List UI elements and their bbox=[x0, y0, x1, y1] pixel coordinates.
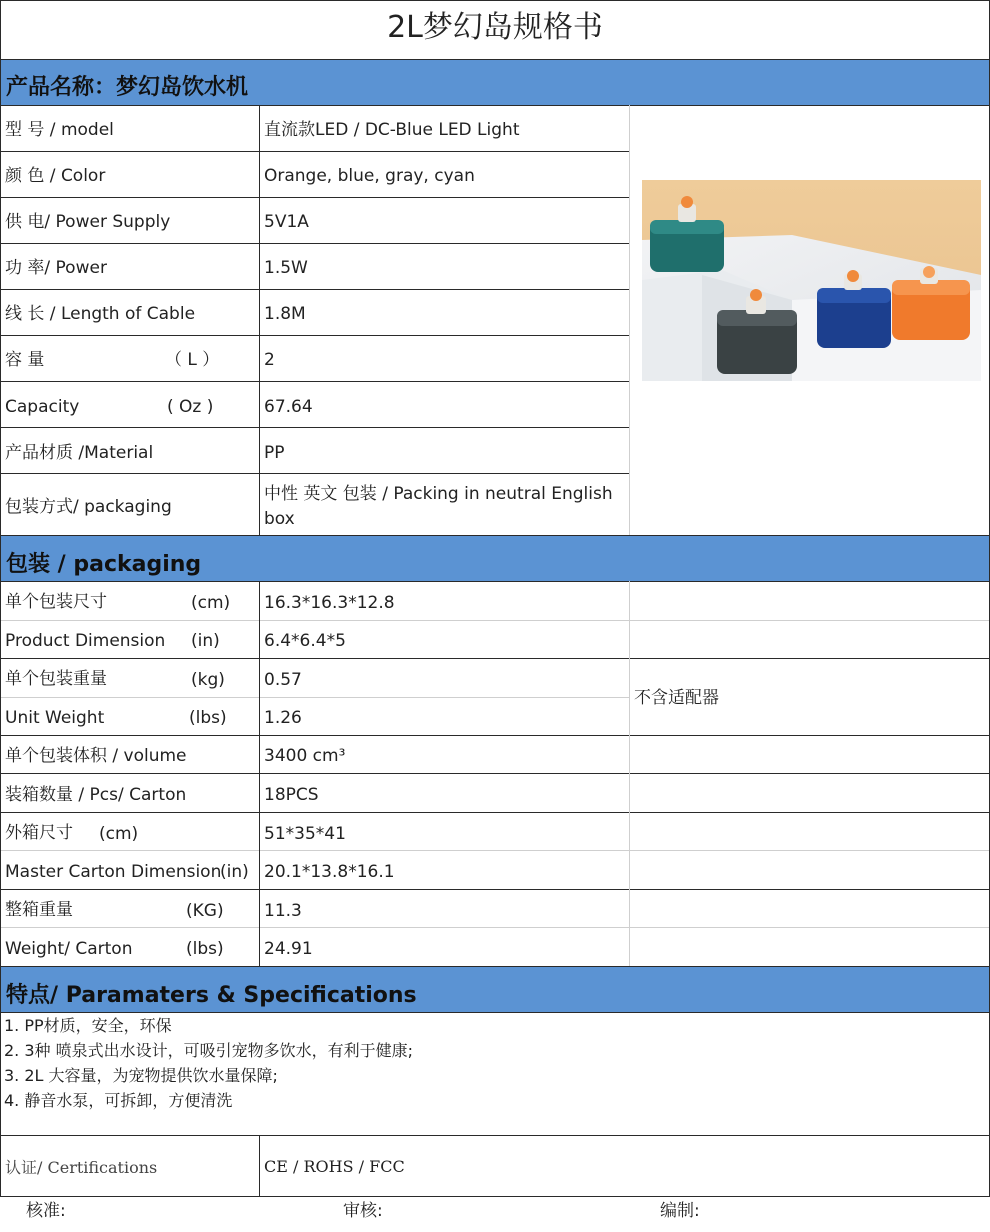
spec-value-packaging-line2: box bbox=[264, 509, 295, 529]
spec-unit-capacity-l: （ L ） bbox=[165, 350, 220, 370]
pack-value-weight-kg: 0.57 bbox=[264, 670, 302, 690]
pack-unit-weight-kg: (kg) bbox=[191, 670, 225, 690]
pack-value-carton-weight-kg: 11.3 bbox=[264, 901, 302, 921]
pack-unit-size-in: (in) bbox=[191, 631, 220, 651]
pack-label-carton-in: Master Carton Dimension bbox=[5, 862, 222, 882]
cert-value: CE / ROHS / FCC bbox=[264, 1157, 405, 1176]
spec-label-model: 型 号 / model bbox=[5, 120, 114, 140]
spec-value-packaging-line1: 中性 英文 包装 / Packing in neutral English bbox=[264, 484, 613, 504]
product-photo bbox=[642, 180, 981, 381]
spec-value-capacity-l: 2 bbox=[264, 350, 275, 370]
pack-value-size-cm: 16.3*16.3*12.8 bbox=[264, 593, 395, 613]
spec-label-power-supply: 供 电/ Power Supply bbox=[5, 212, 171, 232]
features-header-band bbox=[0, 967, 990, 1012]
spec-label-color: 颜 色 / Color bbox=[5, 166, 106, 186]
pack-value-carton-cm: 51*35*41 bbox=[264, 824, 346, 844]
pack-label-size-cm: 单个包装尺寸 bbox=[5, 592, 107, 612]
pack-unit-carton-cm: (cm) bbox=[99, 824, 139, 844]
feature-item: 1. PP材质，安全，环保 bbox=[4, 1016, 172, 1035]
spec-value-material: PP bbox=[264, 443, 285, 463]
pack-value-volume: 3400 cm³ bbox=[264, 746, 346, 766]
pack-unit-weight-lbs: (lbs) bbox=[189, 708, 227, 728]
spec-value-model: 直流款LED / DC-Blue LED Light bbox=[264, 120, 520, 140]
product-header-band bbox=[0, 60, 990, 105]
spec-label-cable: 线 长 / Length of Cable bbox=[5, 304, 196, 324]
spec-unit-capacity-oz: ( Oz ) bbox=[167, 397, 214, 417]
packaging-header: 包装 / packaging bbox=[6, 552, 202, 577]
page-title: 2L梦幻岛规格书 bbox=[387, 10, 603, 45]
spec-label-capacity-l: 容 量 bbox=[5, 350, 45, 370]
pack-unit-carton-in: (in) bbox=[220, 862, 249, 882]
pack-unit-carton-weight-kg: (KG) bbox=[186, 901, 224, 921]
spec-label-capacity-oz: Capacity bbox=[5, 397, 80, 417]
pack-value-weight-lbs: 1.26 bbox=[264, 708, 302, 728]
spec-value-cable: 1.8M bbox=[264, 304, 306, 324]
product-header: 产品名称：梦幻岛饮水机 bbox=[6, 75, 249, 100]
pack-label-volume: 单个包装体积 / volume bbox=[5, 746, 187, 766]
pack-value-pcs: 18PCS bbox=[264, 785, 319, 805]
footer-prepare: 编制: bbox=[660, 1201, 700, 1221]
pack-value-size-in: 6.4*6.4*5 bbox=[264, 631, 346, 651]
pack-label-carton-cm: 外箱尺寸 bbox=[5, 823, 73, 843]
spec-value-color: Orange, blue, gray, cyan bbox=[264, 166, 475, 186]
feature-item: 2. 3种 喷泉式出水设计，可吸引宠物多饮水，有利于健康; bbox=[4, 1041, 414, 1060]
pack-value-carton-weight-lbs: 24.91 bbox=[264, 939, 313, 959]
pack-label-carton-weight-kg: 整箱重量 bbox=[5, 900, 73, 920]
spec-label-packaging: 包装方式/ packaging bbox=[5, 497, 172, 517]
feature-item: 4. 静音水泵，可拆卸，方便清洗 bbox=[4, 1091, 233, 1110]
spec-value-power-supply: 5V1A bbox=[264, 212, 309, 232]
spec-value-capacity-oz: 67.64 bbox=[264, 397, 313, 417]
pack-unit-size-cm: (cm) bbox=[191, 593, 231, 613]
spec-value-power: 1.5W bbox=[264, 258, 308, 278]
pack-label-carton-weight-lbs: Weight/ Carton bbox=[5, 939, 133, 959]
pack-label-size-in: Product Dimension bbox=[5, 631, 166, 651]
footer-review: 审核: bbox=[343, 1201, 383, 1221]
weight-note: 不含适配器 bbox=[634, 688, 719, 708]
pack-unit-carton-weight-lbs: (lbs) bbox=[186, 939, 224, 959]
features-header: 特点/ Paramaters & Specifications bbox=[6, 983, 417, 1008]
cert-label: 认证/ Certifications bbox=[5, 1158, 158, 1177]
footer-approve: 核准: bbox=[26, 1201, 66, 1221]
pack-label-weight-lbs: Unit Weight bbox=[5, 708, 105, 728]
spec-label-power: 功 率/ Power bbox=[5, 258, 107, 278]
pack-label-weight-kg: 单个包装重量 bbox=[5, 669, 107, 689]
pack-value-carton-in: 20.1*13.8*16.1 bbox=[264, 862, 395, 882]
spec-label-material: 产品材质 /Material bbox=[5, 443, 154, 463]
pack-label-pcs: 装箱数量 / Pcs/ Carton bbox=[5, 785, 187, 805]
feature-item: 3. 2L 大容量，为宠物提供饮水量保障; bbox=[4, 1066, 278, 1085]
packaging-header-band bbox=[0, 535, 990, 581]
